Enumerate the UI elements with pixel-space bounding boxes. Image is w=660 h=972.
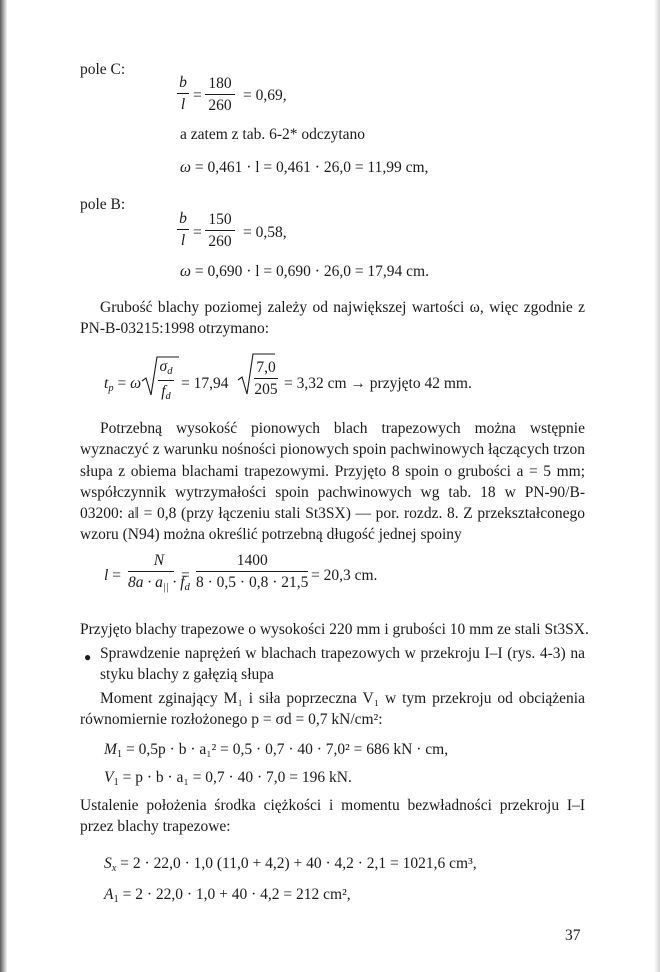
sigma-over-fd: $\sigma_d$ $f_d$ — [159, 358, 173, 402]
pole-c-label: pole C: — [80, 61, 126, 78]
ratio-value-b: = 0,58, — [243, 224, 287, 241]
paragraph-thickness: Grubość blachy poziomej zależy od największej wartości ω, więc zgodnie z PN-B-03215:1998 otrzymano: — [80, 299, 585, 338]
ratio-b-over-l-c: b l — [177, 75, 189, 112]
m1-equation: $M_1 = 0,5p \cdot b \cdot a_1^2 = 0,5 \cdot 0,7 \cdot 40 \cdot 7,0^2 = 686$ kN · cm, — [104, 741, 449, 760]
table-note: a zatem z tab. 6-2* odczytano — [180, 126, 366, 143]
l-result: = 20,3 cm. — [311, 567, 378, 584]
omega-c-equation: ω = 0,461 · l = 0,461 · 26,0 = 11,99 cm, — [180, 159, 429, 176]
a1-equation: $A_1 = 2 \cdot 22,0 \cdot 1,0 + 40 \cdot 4,2 = 212$ cm², — [104, 886, 351, 905]
scan-edge-shadow — [654, 0, 660, 972]
paragraph-weld-length: Potrzebną wysokość pionowych blach trapezowych można wstępnie wyznaczyć z warunku nośności pionowych spoin pachwinowych łączących trzon słupa z obiema blachami trapezowymi. Przyjęto 8 spoin o grubości a = 5 mm; współczynnik wytrzymałości spoin pachwinowych wg tab. 18 w PN-90/B-03200: a‖ = 0,8 (przy łączeniu stali St3SX) — por. rozdz. 8. Z przekształconego wzoru (N94) można określić potrzebną długość jednej spoiny — [80, 420, 585, 544]
fraction-180-260: 180 260 — [205, 76, 235, 113]
tp-symbol: $t_p = \omega$ — [104, 375, 142, 394]
ratio-value-c: = 0,69, — [243, 87, 287, 104]
pole-b-label: pole B: — [80, 196, 126, 213]
scan-binding-shadow — [0, 0, 7, 972]
paragraph-plates-adopted: Przyjęto blachy trapezowe o wysokości 220 mm i grubości 10 mm ze stali St3SX. — [80, 621, 589, 638]
equals-sign: = — [181, 567, 190, 584]
v1-equation: $V_1 = p \cdot b \cdot a_1 = 0,7 \cdot 40 \cdot 7,0 = 196$ kN. — [104, 769, 352, 788]
fraction-150-260: 150 260 — [205, 212, 235, 249]
fraction-7-205: 7,0 205 — [254, 359, 278, 398]
sx-equation: $S_x = 2 \cdot 22,0 \cdot 1,0$ (11,0 + 4,2) + 40 · 4,2 · 2,1 = 1021,6 cm³, — [104, 855, 477, 874]
paragraph-centroid: Ustalenie położenia środka ciężkości i momentu bezwładności przekroju I–I przez blachy trapezowe: — [80, 797, 585, 836]
page-number: 37 — [565, 927, 581, 944]
equals-sign: = — [193, 87, 202, 104]
ratio-b-over-l-b: b l — [177, 211, 189, 248]
fraction-1400: 1400 8 · 0,5 · 0,8 · 21,5 — [196, 552, 309, 591]
tp-coefficient: = 17,94 — [181, 375, 229, 392]
l-symbol: l = — [104, 567, 121, 584]
bullet-icon: ● — [84, 650, 92, 664]
fraction-n-over-a: N $8a \cdot a_{||} \cdot f_d$ — [128, 552, 190, 593]
bullet-stress-check: Sprawdzenie naprężeń w blachach trapezowych w przekroju I–I (rys. 4-3) na styku blachy z gałęzią słupa — [100, 645, 585, 684]
tp-result: = 3,32 cm → przyjęto 42 mm. — [284, 375, 472, 392]
omega-b-equation: ω = 0,690 · l = 0,690 · 26,0 = 17,94 cm. — [180, 263, 429, 280]
paragraph-moment-shear: Moment zginający M₁ i siła poprzeczna V₁ w tym przekroju od obciążenia równomiernie rozłożonego p = σd = 0,7 kN/cm²: — [80, 690, 585, 729]
equals-sign: = — [193, 224, 202, 241]
